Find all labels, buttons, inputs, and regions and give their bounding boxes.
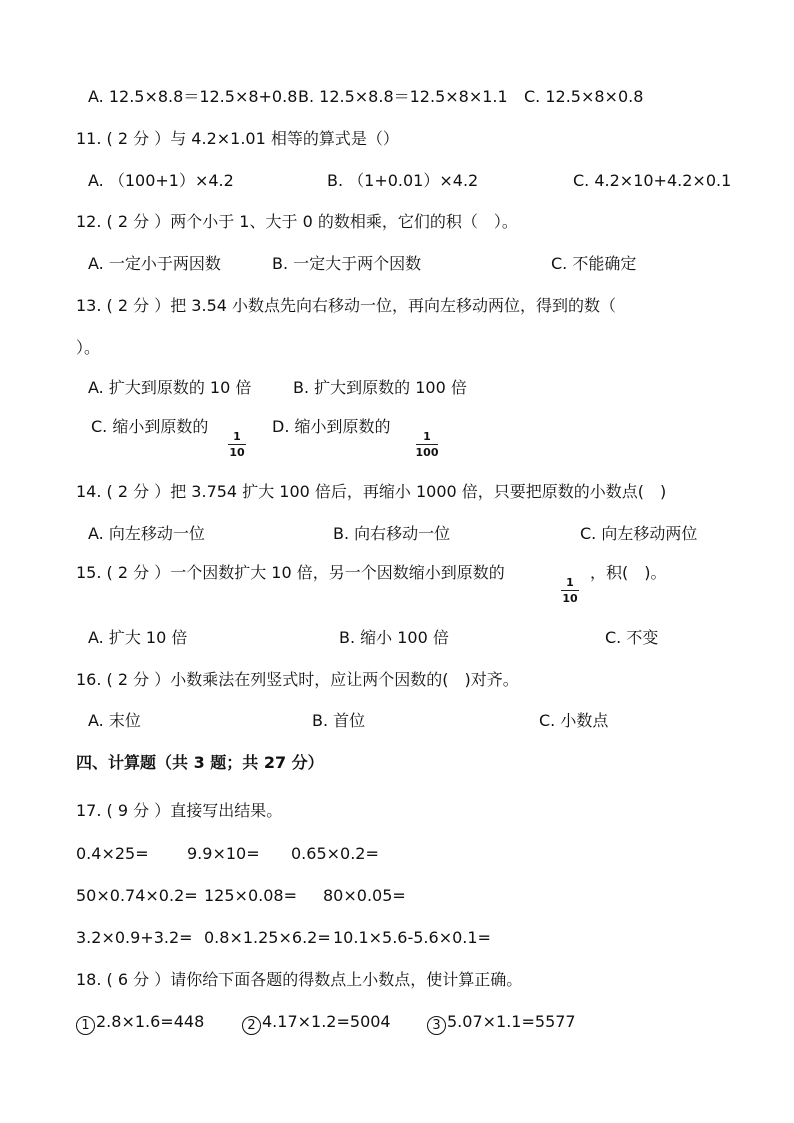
q10-option-c: C. 12.5×8×0.8 bbox=[524, 87, 644, 106]
q13-option-b: B. 扩大到原数的 100 倍 bbox=[293, 378, 467, 397]
q18-item bbox=[76, 1011, 204, 1035]
q13-option-d: D. 缩小到原数的 bbox=[272, 417, 391, 436]
q17-expression: 125×0.08= bbox=[204, 886, 297, 905]
fraction-bar bbox=[561, 590, 579, 591]
q11-option-a: A. （100+1）×4.2 bbox=[88, 171, 234, 190]
q16-stem: 16. ( 2 分 ）小数乘法在列竖式时，应让两个因数的( )对齐。 bbox=[76, 670, 519, 689]
section-title-calculation: 四、计算题（共 3 题；共 27 分） bbox=[76, 753, 324, 772]
q12-stem: 12. ( 2 分 ）两个小于 1、大于 0 的数相乘，它们的积（ ）。 bbox=[76, 212, 518, 231]
fraction-bar bbox=[416, 444, 438, 445]
circled-number-marker: 2 bbox=[242, 1016, 261, 1035]
q14-option-a: A. 向左移动一位 bbox=[88, 524, 205, 543]
q17-stem: 17. ( 9 分 ）直接写出结果。 bbox=[76, 801, 283, 820]
q11-stem: 11. ( 2 分 ）与 4.2×1.01 相等的算式是（） bbox=[76, 129, 399, 148]
q11-option-b: B. （1+0.01）×4.2 bbox=[327, 171, 479, 190]
q12-option-c: C. 不能确定 bbox=[551, 254, 637, 273]
q12-option-b: B. 一定大于两个因数 bbox=[272, 254, 422, 273]
q18-stem: 18. ( 6 分 ）请你给下面各题的得数点上小数点，使计算正确。 bbox=[76, 970, 523, 989]
fraction-bar bbox=[228, 444, 246, 445]
q16-option-b: B. 首位 bbox=[312, 711, 366, 730]
fraction-denominator: 100 bbox=[415, 446, 439, 459]
fraction-numerator: 1 bbox=[423, 430, 431, 443]
fraction-denominator: 10 bbox=[229, 446, 245, 459]
q14-option-b: B. 向右移动一位 bbox=[333, 524, 451, 543]
q16-option-a: A. 末位 bbox=[88, 711, 141, 730]
q12-option-a: A. 一定小于两因数 bbox=[88, 254, 221, 273]
q18-expression: 4.17×1.2=5004 bbox=[262, 1012, 391, 1031]
q18-item bbox=[242, 1011, 391, 1035]
fraction-numerator: 1 bbox=[233, 430, 241, 443]
q13-option-a: A. 扩大到原数的 10 倍 bbox=[88, 378, 252, 397]
q15-stem-part2: ，积( )。 bbox=[590, 563, 667, 582]
q14-option-c: C. 向左移动两位 bbox=[580, 524, 698, 543]
q15-fraction bbox=[558, 576, 582, 605]
circled-number-marker: 1 bbox=[76, 1016, 95, 1035]
q10-option-a: A. 12.5×8.8＝12.5×8+0.8 bbox=[88, 87, 298, 106]
q13-fraction-d bbox=[413, 430, 441, 459]
q17-expression: 50×0.74×0.2= bbox=[76, 886, 198, 905]
q10-option-b: B. 12.5×8.8＝12.5×8×1.1 bbox=[298, 87, 508, 106]
circled-number-marker: 3 bbox=[427, 1016, 446, 1035]
q14-stem: 14. ( 2 分 ）把 3.754 扩大 100 倍后，再缩小 1000 倍，只要把原数的小数点( ) bbox=[76, 482, 667, 501]
q17-expression: 0.4×25= bbox=[76, 844, 149, 863]
q17-expression: 80×0.05= bbox=[323, 886, 406, 905]
q17-expression: 0.65×0.2= bbox=[291, 844, 379, 863]
q17-expression: 9.9×10= bbox=[187, 844, 260, 863]
q18-expression: 5.07×1.1=5577 bbox=[447, 1012, 576, 1031]
q13-stem-line2: ）。 bbox=[76, 338, 101, 357]
q18-expression: 2.8×1.6=448 bbox=[96, 1012, 205, 1031]
q17-expression: 10.1×5.6-5.6×0.1= bbox=[333, 928, 491, 947]
q16-option-c: C. 小数点 bbox=[539, 711, 609, 730]
q11-option-c: C. 4.2×10+4.2×0.1 bbox=[573, 171, 732, 190]
q17-expression: 3.2×0.9+3.2= bbox=[76, 928, 193, 947]
q13-stem-line1: 13. ( 2 分 ）把 3.54 小数点先向右移动一位，再向左移动两位，得到的数（ bbox=[76, 296, 617, 315]
q15-stem-part1: 15. ( 2 分 ）一个因数扩大 10 倍，另一个因数缩小到原数的 bbox=[76, 563, 505, 582]
q15-option-c: C. 不变 bbox=[605, 628, 659, 647]
q15-option-a: A. 扩大 10 倍 bbox=[88, 628, 188, 647]
q17-expression: 0.8×1.25×6.2= bbox=[204, 928, 331, 947]
q18-item bbox=[427, 1011, 576, 1035]
fraction-denominator: 10 bbox=[562, 592, 578, 605]
q13-fraction-c bbox=[225, 430, 249, 459]
fraction-numerator: 1 bbox=[566, 576, 574, 589]
q13-option-c: C. 缩小到原数的 bbox=[91, 417, 209, 436]
q15-option-b: B. 缩小 100 倍 bbox=[339, 628, 449, 647]
